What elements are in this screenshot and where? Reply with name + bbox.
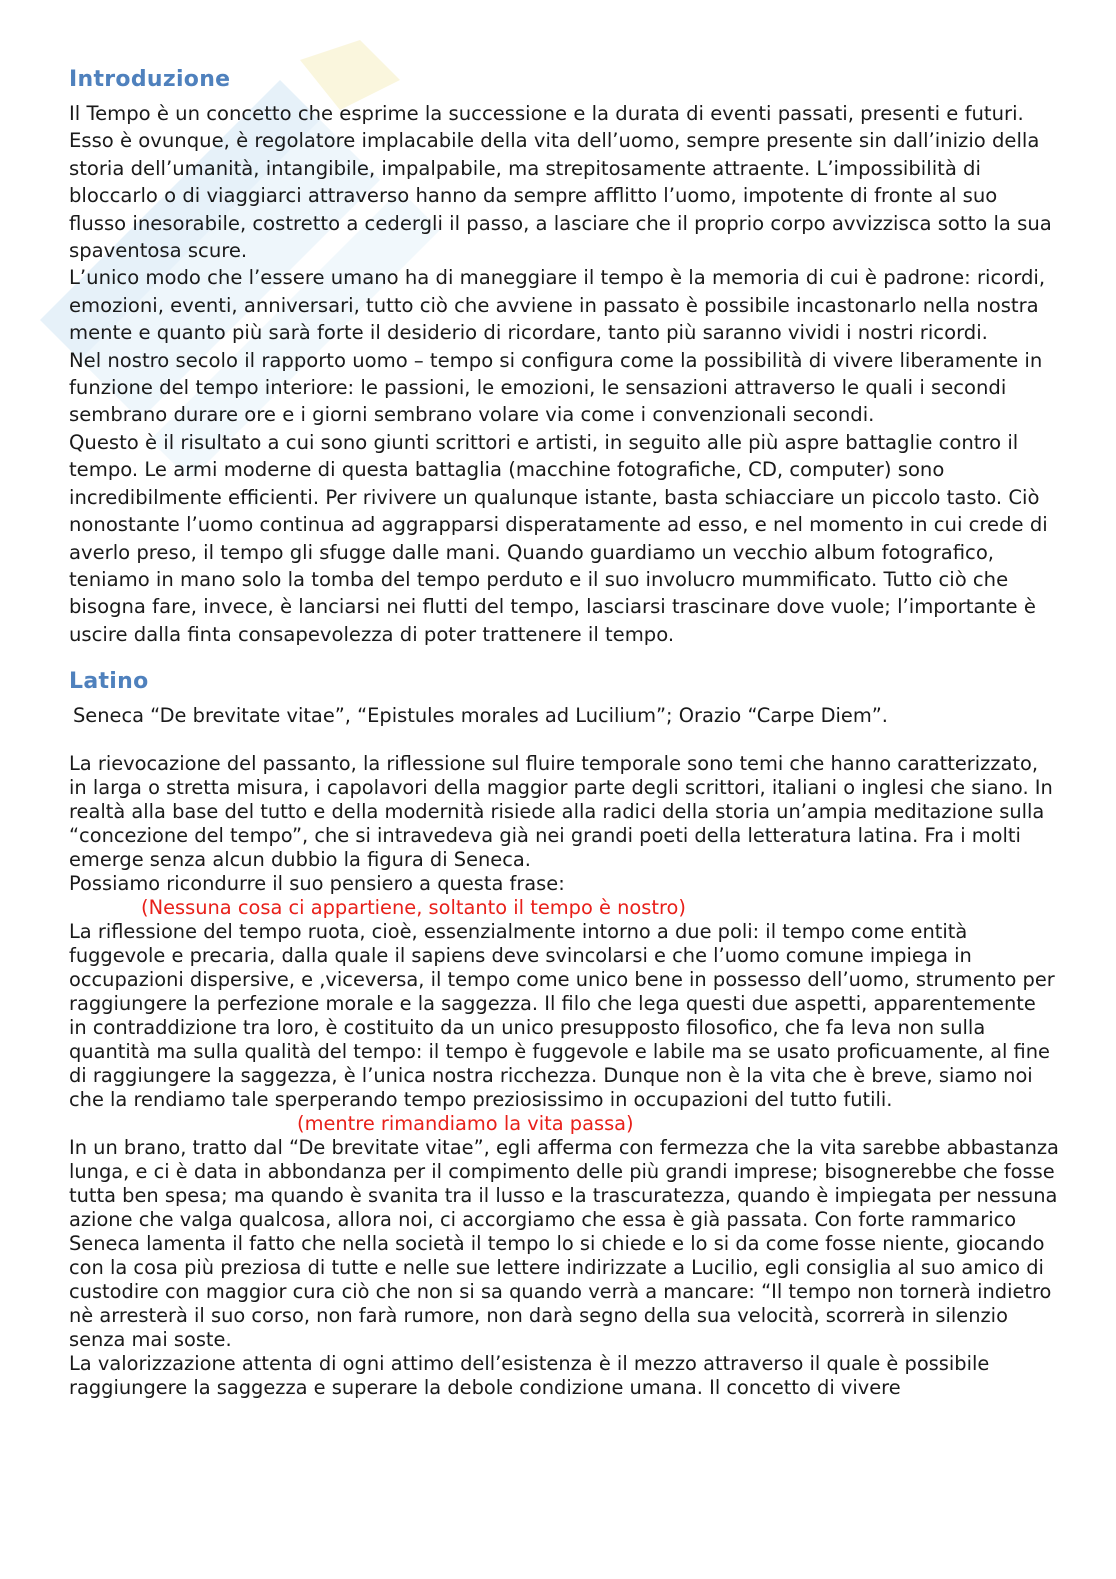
latino-paragraph: Possiamo ricondurre il suo pensiero a questa frase: <box>69 872 565 896</box>
latino-paragraph: In un brano, tratto dal “De brevitate vitae”, egli afferma con fermezza che la vita sarebbe abbastanza lunga, e ci è data in abbondanza per il compimento delle più grandi imprese; bisognerebbe che fosse tutta ben spesa; ma quando è svanita tra il lusso e la trascuratezza, quando è impiegata per nessuna azione che valga qualcosa, allora noi, ci accorgiamo che essa è già passata. Con forte rammarico Seneca lamenta il fatto che nella società il tempo lo si chiede e lo si da come fosse niente, giocando con la cosa più preziosa di tutte e nelle sue lettere indirizzate a Lucilio, egli consiglia al suo amico di custodire con maggior cura ciò che non si sa quando verrà a mancare: “Il tempo non tornerà indietro nè arresterà il suo corso, non farà rumore, non darà segno della sua velocità, scorrerà in silenzio senza mai soste. <box>69 1136 1059 1352</box>
latino-subtitle: Seneca “De brevitate vitae”, “Epistules morales ad Lucilium”; Orazio “Carpe Diem”. <box>73 704 888 728</box>
section-latino <box>69 666 1059 1400</box>
intro-paragraph: L’unico modo che l’essere umano ha di maneggiare il tempo è la memoria di cui è padrone: ricordi, emozioni, eventi, anniversari, tutto ciò che avviene in passato è possibile incastonarlo nella nostra mente e quanto più sarà forte il desiderio di ricordare, tanto più saranno vividi i nostri ricordi. <box>69 266 1046 345</box>
intro-paragraph: Questo è il risultato a cui sono giunti scrittori e artisti, in seguito alle più aspre battaglie contro il tempo. Le armi moderne di questa battaglia (macchine fotografiche, CD, computer) sono incredibilmente efficienti. Per rivivere un qualunque istante, basta schiacciare un piccolo tasto. Ciò nonostante l’uomo continua ad aggrapparsi disperatamente ad esso, e nel momento in cui crede di averlo preso, il tempo gli sfugge dalle mani. Quando guardiamo un vecchio album fotografico, teniamo in mano solo la tomba del tempo perduto e il suo involucro mummificato. Tutto ciò che bisogna fare, invece, è lanciarsi nei flutti del tempo, lasciarsi trascinare dove vuole; l’importante è uscire dalla finta consapevolezza di poter trattenere il tempo. <box>69 430 1048 646</box>
intro-paragraph: Il Tempo è un concetto che esprime la successione e la durata di eventi passati, presenti e futuri. Esso è ovunque, è regolatore implacabile della vita dell’uomo, sempre presente sin dall’inizio della storia dell’umanità, intangibile, impalpabile, ma strepitosamente attraente. L’impossibilità di bloccarlo o di viaggiarci attraverso hanno da sempre afflitto l’uomo, impotente di fronte al suo flusso inesorabile, costretto a cedergli il passo, a lasciare che il proprio corpo avvizzisca sotto la sua spaventosa scure. <box>69 102 1052 263</box>
document-page <box>69 64 1059 1400</box>
intro-paragraph: Nel nostro secolo il rapporto uomo – tempo si configura come la possibilità di vivere liberamente in funzione del tempo interiore: le passioni, le emozioni, le sensazioni attraverso le quali i secondi sembrano durare ore e i giorni sembrano volare via come i convenzionali secondi. <box>69 348 1043 427</box>
latino-paragraph: La rievocazione del passanto, la riflessione sul fluire temporale sono temi che hanno caratterizzato, in larga o stretta misura, i capolavori della maggior parte degli scrittori, italiani o inglesi che siano. In realtà alla base del tutto e della modernità risiede alla radici della storia un’ampia meditazione sulla “concezione del tempo”, che si intravedeva già nei grandi poeti della letteratura latina. Fra i molti emerge senza alcun dubbio la figura di Seneca. <box>69 752 1053 872</box>
section-introduzione <box>69 64 1059 648</box>
heading-introduzione: Introduzione <box>69 67 231 92</box>
heading-latino: Latino <box>69 669 149 695</box>
latino-paragraph: La riflessione del tempo ruota, cioè, essenzialmente intorno a due poli: il tempo come entità fuggevole e precaria, dalla quale il sapiens deve svincolarsi e che l’uomo comune impiega in occupazioni dispersive, e ,viceversa, il tempo come unico bene in possesso dell’uomo, strumento per raggiungere la perfezione morale e la saggezza. Il filo che lega questi due aspetti, apparentemente in contraddizione tra loro, è costituito da un unico presupposto filosofico, che fa leva non sulla quantità ma sulla qualità del tempo: il tempo è fuggevole e labile ma se usato proficuamente, al fine di raggiungere la saggezza, è l’unica nostra ricchezza. Dunque non è la vita che è breve, siamo noi che la rendiamo tale sperperando tempo preziosissimo in occupazioni del tutto futili. <box>69 920 1055 1112</box>
quote-nessuna-cosa: (Nessuna cosa ci appartiene, soltanto il tempo è nostro) <box>141 896 686 920</box>
latino-paragraph: La valorizzazione attenta di ogni attimo dell’esistenza è il mezzo attraverso il quale è possibile raggiungere la saggezza e superare la debole condizione umana. Il concetto di vivere <box>69 1352 990 1400</box>
quote-mentre-rimandiamo: (mentre rimandiamo la vita passa) <box>297 1112 634 1136</box>
